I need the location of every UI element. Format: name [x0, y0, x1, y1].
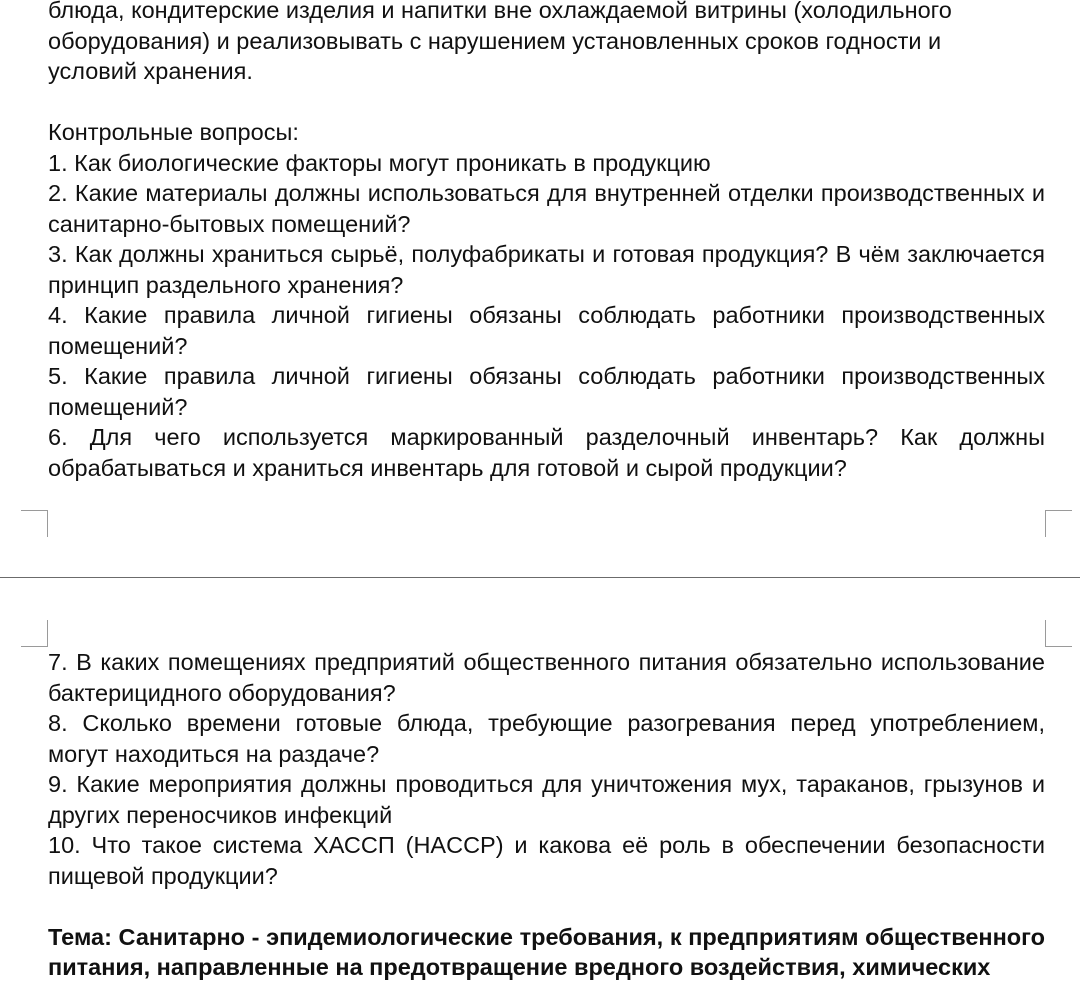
question-1: 1. Как биологические факторы могут проникать в продукцию [48, 149, 711, 176]
question-9: 9. Какие мероприятия должны проводиться для уничтожения мух, тараканов, грызунов и других переносчиков инфекций [48, 771, 1045, 828]
intro-line-3: условий хранения. [48, 58, 253, 84]
page-1-text [48, 0, 1045, 483]
page-2-text [48, 647, 1045, 983]
question-10: 10. Что такое система ХАССП (HACCP) и какова её роль в обеспечении безопасности пищевой продукции? [48, 832, 1045, 889]
page-corner-mark [21, 620, 48, 647]
page-break-line [0, 577, 1080, 578]
question-8: 8. Сколько времени готовые блюда, требующие разогревания перед употреблением, могут находиться на раздаче? [48, 710, 1045, 767]
page-corner-mark [1045, 510, 1072, 537]
topic-heading: Тема: Санитарно - эпидемиологические требования, к предприятиям общественного питания, направленные на предотвращение вредного воздействия, химических [48, 923, 1045, 980]
question-6: 6. Для чего используется маркированный разделочный инвентарь? Как должны обрабатываться и храниться инвентарь для готовой и сырой продукции? [48, 424, 1045, 481]
intro-line-2: оборудования) и реализовывать с нарушением установленных сроков годности и [48, 27, 942, 54]
question-5: 5. Какие правила личной гигиены обязаны соблюдать работники производственных помещений? [48, 363, 1045, 420]
question-4: 4. Какие правила личной гигиены обязаны соблюдать работники производственных помещений? [48, 302, 1045, 359]
page-corner-mark [1045, 620, 1072, 647]
question-3: 3. Как должны храниться сырьё, полуфабрикаты и готовая продукция? В чём заключается принцип раздельного хранения? [48, 241, 1045, 298]
intro-line-1: блюда, кондитерские изделия и напитки вне охлаждаемой витрины (холодильного [48, 0, 952, 23]
question-7: 7. В каких помещениях предприятий общественного питания обязательно использование бактерицидного оборудования? [48, 649, 1045, 706]
page-corner-mark [21, 510, 48, 537]
control-questions-heading: Контрольные вопросы: [48, 119, 299, 145]
question-2: 2. Какие материалы должны использоваться для внутренней отделки производственных и санитарно-бытовых помещений? [48, 180, 1045, 237]
